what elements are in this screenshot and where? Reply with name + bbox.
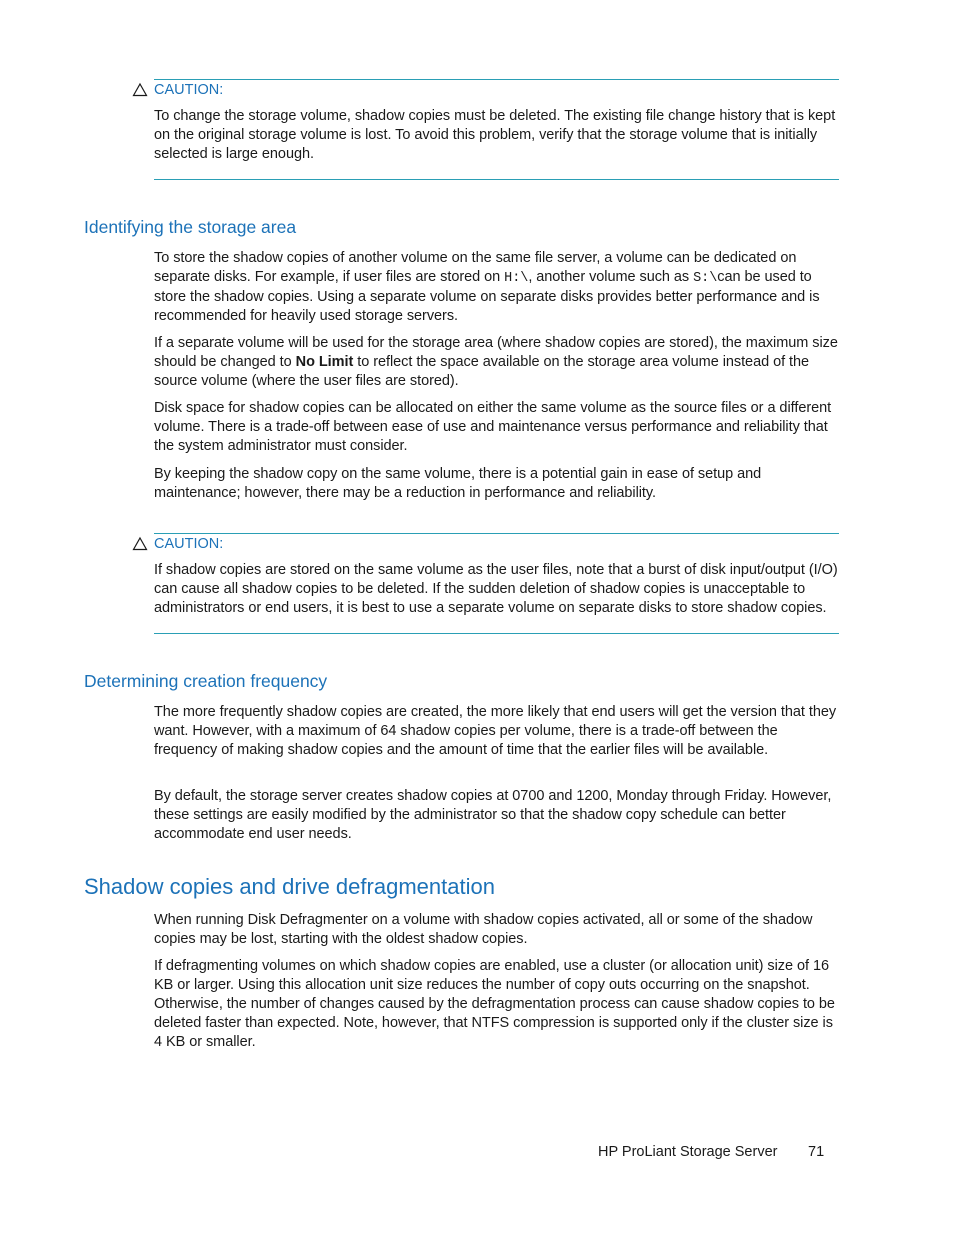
paragraph-text: If a separate volume will be used for the storage area (where shadow copies are stored), the maximum size should be changed to [154,335,838,370]
caution-label: CAUTION: [154,82,224,98]
section-heading: Determining creation frequency [84,671,328,691]
paragraph: If defragmenting volumes on which shadow copies are enabled, use a cluster (or allocation unit) size of 16 KB or larger. Using this allocation unit size reduces the number of copy outs occurring on the snapshot. Otherwise, the number of changes caused by the defragmentation process can cause shadow copies to be deleted faster than expected. Note, however, that NTFS compression is supported only if the cluster size is 4 KB or smaller. [154,958,835,1050]
caution-label: CAUTION: [154,536,224,552]
bold-term: No Limit [295,354,354,370]
caution-bottom-rule [154,633,839,634]
caution-triangle-icon [132,536,148,552]
caution-text: To change the storage volume, shadow copies must be deleted. The existing file change history that is kept on the original storage volume is lost. To avoid this problem, verify that the storage volume that is initially selected is large enough. [154,108,836,162]
paragraph: When running Disk Defragmenter on a volume with shadow copies activated, all or some of the shadow copies may be lost, starting with the oldest shadow copies. [154,912,813,947]
paragraph: Disk space for shadow copies can be allocated on either the same volume as the source files or a different volume. There is a trade-off between ease of use and maintenance versus performance and reliability that the system administrator must consider. [154,400,832,454]
paragraph-text: , another volume such as [528,269,694,285]
paragraph: By keeping the shadow copy on the same volume, there is a potential gain in ease of setup and maintenance; however, there may be a reduction in performance and reliability. [154,466,762,501]
paragraph-text: can be used to store the shadow copies. Using a separate volume on separate disks provides better performance and is recommended for heavily used storage servers. [154,269,820,324]
code-drive-h: H:\ [504,271,529,286]
paragraph [154,334,844,391]
caution-top-rule [154,533,839,534]
caution-bottom-rule [154,179,839,180]
footer-product-name: HP ProLiant Storage Server [598,1144,778,1160]
paragraph: The more frequently shadow copies are created, the more likely that end users will get the version that they want. However, with a maximum of 64 shadow copies per volume, there is a trade-off between the frequency of making shadow copies and the amount of time that the earlier files will be available. [154,704,837,758]
paragraph-text: To store the shadow copies of another volume on the same file server, a volume can be dedicated on separate disks. For example, if user files are stored on [154,250,797,285]
paragraph-text: to reflect the space available on the storage area volume instead of the source volume (where the user files are stored). [154,354,810,389]
paragraph: By default, the storage server creates shadow copies at 0700 and 1200, Monday through Friday. However, these settings are easily modified by the administrator so that the shadow copy schedule can better accommodate end user needs. [154,788,832,842]
page-number: 71 [808,1144,825,1160]
paragraph [154,249,844,326]
code-drive-s: S:\ [693,271,718,286]
caution-text: If shadow copies are stored on the same volume as the user files, note that a burst of disk input/output (I/O) can cause all shadow copies to be deleted. If the sudden deletion of shadow copies is unacceptable to administrators or end users, it is best to use a separate volume on separate disks to store shadow copies. [154,562,838,616]
section-title: Shadow copies and drive defragmentation [84,874,495,899]
caution-triangle-icon [132,82,148,98]
section-heading: Identifying the storage area [84,217,297,237]
caution-top-rule [154,79,839,80]
